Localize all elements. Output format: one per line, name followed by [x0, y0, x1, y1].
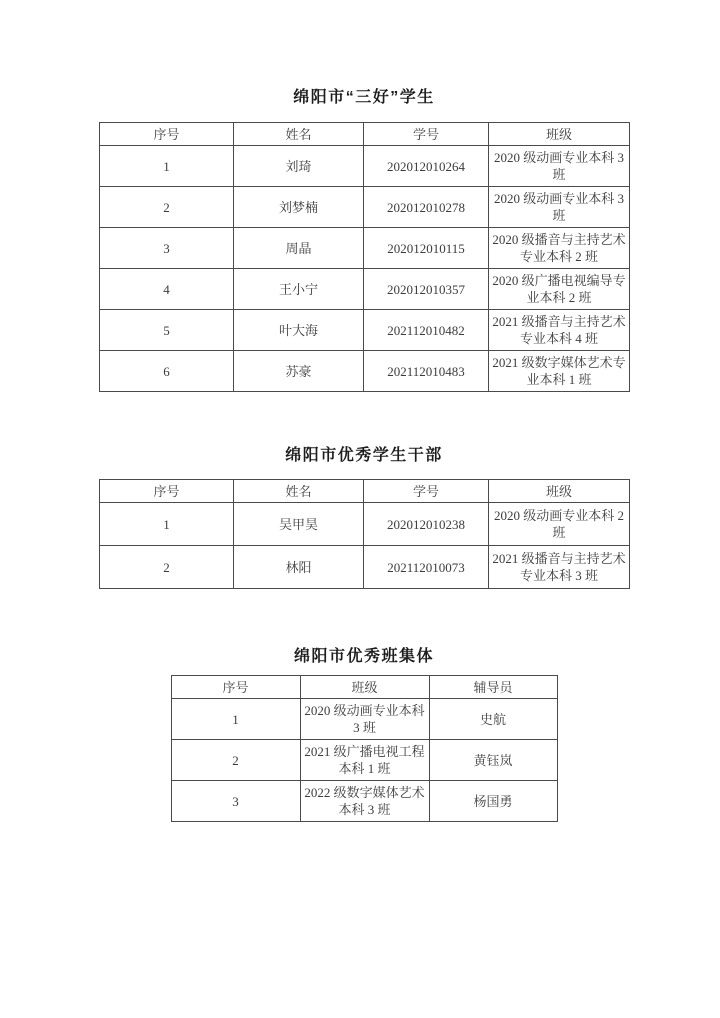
- section-title: 绵阳市优秀学生干部: [285, 447, 443, 464]
- cell-student-id: 202012010264: [364, 146, 489, 187]
- column-header-name: 姓名: [234, 480, 364, 503]
- cell-index: 6: [100, 351, 234, 392]
- table-row: [100, 228, 630, 269]
- cell-class: 2020 级动画专业本科 3 班: [489, 187, 630, 228]
- cell-index: 2: [171, 740, 300, 781]
- section-outstanding-class-collectives: [99, 646, 629, 822]
- cell-index: 5: [100, 310, 234, 351]
- column-header-index: 序号: [100, 123, 234, 146]
- cell-counselor: 杨国勇: [429, 781, 557, 822]
- cell-index: 3: [100, 228, 234, 269]
- table-row: [100, 310, 630, 351]
- header-row: [100, 480, 630, 503]
- column-header-name: 姓名: [234, 123, 364, 146]
- header-row: [100, 123, 630, 146]
- table-row: [100, 351, 630, 392]
- column-header-class: 班级: [489, 480, 630, 503]
- table-row: [171, 699, 557, 740]
- table-row: [100, 146, 630, 187]
- column-header-index: 序号: [171, 676, 300, 699]
- table-row: [100, 546, 630, 589]
- section-sanhao-students: [99, 87, 629, 392]
- cell-student-id: 202012010238: [364, 503, 489, 546]
- table-row: [171, 781, 557, 822]
- section-title: 绵阳市优秀班集体: [293, 648, 434, 665]
- cell-class: 2020 级动画专业本科 3 班: [300, 699, 429, 740]
- cell-name: 周晶: [234, 228, 364, 269]
- sanhao-students-table: [99, 122, 630, 392]
- outstanding-class-table: [171, 675, 558, 822]
- cell-name: 林阳: [234, 546, 364, 589]
- cell-name: 王小宁: [234, 269, 364, 310]
- cell-name: 刘琦: [234, 146, 364, 187]
- cell-student-id: 202012010115: [364, 228, 489, 269]
- cell-class: 2021 级数字媒体艺术专业本科 1 班: [489, 351, 630, 392]
- cell-student-id: 202012010278: [364, 187, 489, 228]
- cell-student-id: 202112010482: [364, 310, 489, 351]
- outstanding-cadres-table: [99, 479, 630, 589]
- cell-class: 2021 级播音与主持艺术专业本科 4 班: [489, 310, 630, 351]
- column-header-class: 班级: [489, 123, 630, 146]
- cell-class: 2021 级播音与主持艺术专业本科 3 班: [489, 546, 630, 589]
- cell-name: 吴甲昊: [234, 503, 364, 546]
- cell-student-id: 202112010483: [364, 351, 489, 392]
- cell-class: 2020 级动画专业本科 2 班: [489, 503, 630, 546]
- table-row: [100, 187, 630, 228]
- table-row: [100, 503, 630, 546]
- cell-student-id: 202012010357: [364, 269, 489, 310]
- cell-class: 2021 级广播电视工程本科 1 班: [300, 740, 429, 781]
- document-page: [99, 0, 629, 822]
- cell-class: 2022 级数字媒体艺术本科 3 班: [300, 781, 429, 822]
- cell-student-id: 202112010073: [364, 546, 489, 589]
- cell-index: 1: [100, 146, 234, 187]
- table-row: [100, 269, 630, 310]
- cell-index: 2: [100, 546, 234, 589]
- column-header-index: 序号: [100, 480, 234, 503]
- section-outstanding-cadres: [99, 445, 629, 589]
- cell-class: 2020 级广播电视编导专业本科 2 班: [489, 269, 630, 310]
- column-header-student-id: 学号: [364, 480, 489, 503]
- cell-class: 2020 级动画专业本科 3 班: [489, 146, 630, 187]
- cell-counselor: 史航: [429, 699, 557, 740]
- table-row: [171, 740, 557, 781]
- cell-index: 1: [100, 503, 234, 546]
- cell-name: 刘梦楠: [234, 187, 364, 228]
- cell-class: 2020 级播音与主持艺术专业本科 2 班: [489, 228, 630, 269]
- cell-index: 1: [171, 699, 300, 740]
- cell-index: 2: [100, 187, 234, 228]
- cell-index: 4: [100, 269, 234, 310]
- column-header-class: 班级: [300, 676, 429, 699]
- column-header-student-id: 学号: [364, 123, 489, 146]
- cell-counselor: 黄钰岚: [429, 740, 557, 781]
- header-row: [171, 676, 557, 699]
- cell-index: 3: [171, 781, 300, 822]
- section-title: 绵阳市“三好”学生: [293, 89, 435, 106]
- column-header-counselor: 辅导员: [429, 676, 557, 699]
- cell-name: 叶大海: [234, 310, 364, 351]
- cell-name: 苏豪: [234, 351, 364, 392]
